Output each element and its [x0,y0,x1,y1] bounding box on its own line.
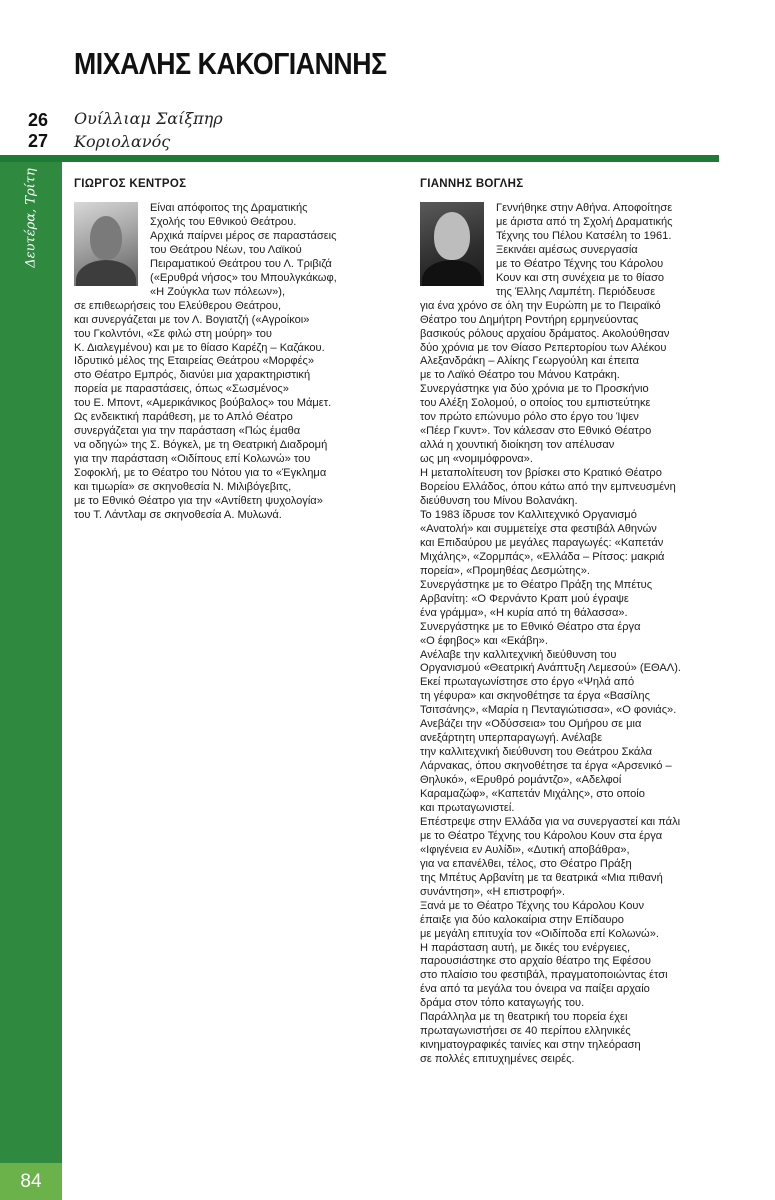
bio-line: Εκεί πρωταγωνίστησε στο έργο «Ψηλά από [420,676,635,689]
bio-line: της Έλλης Λαμπέτη. Περιόδευσε [496,285,656,298]
actor-portrait-voglis [420,202,484,286]
bio-line: ανεξάρτητη υπερπαραγωγή. Ανέλαβε [420,732,603,745]
bio-line: Μιχάλης», «Ζορμπάς», «Ελλάδα – Ρίτσος: μακριά [420,550,665,563]
bio-line: ένα από τα μεγάλα του όνειρα να παίξει αρχαίο [420,983,650,996]
actor-name: ΓΙΩΡΓΟΣ ΚΕΝΤΡΟΣ [74,178,187,190]
bio-line: πορεία με παραστάσεις, όπως «Σωσμένος» [74,383,289,396]
bio-line: συνεργάζεται για την παράσταση «Πώς έμαθα [74,425,301,438]
bio-line: Κ. Διαλεγμένου) και με το θίασο Καρέζη – Καζάκου. [74,341,325,354]
bio-line: του Γκολντόνι, «Σε φιλώ στη μούρη» του [74,327,272,340]
bio-line: Αρβανίτη: «Ο Φερνάντο Κραπ μού έγραψε [420,592,629,605]
bio-line: δράμα στον τόπο καταγωγής του. [420,997,585,1010]
bio-line: αλλά η χουντική διοίκηση τον απέλυσαν [420,439,615,452]
bio-line: Συνεργάστηκε με το Εθνικό Θέατρο στα έργα [420,620,641,633]
bio-line: ως μη «νομιμόφρονα». [420,453,533,466]
bio-line: τον πρώτο επώνυμο ρόλο στο έργο του Ίψεν [420,411,639,424]
bio-line: Βορείου Ελλάδος, όπου κάτω από την εμπνευσμένη [420,481,676,494]
bio-line: στο Θέατρο Εμπρός, διανύει μια χαρακτηριστική [74,369,311,382]
bio-line: Τέχνης του Πέλου Κατσέλη το 1961. [496,229,672,242]
bio-line: Τσιτσάνης», «Μαρία η Πενταγιώτισσα», «Ο φονιάς». [420,704,677,717]
bio-line: Η παράσταση αυτή, με δικές του ενέργειες, [420,941,631,954]
portrait-head-shape [434,212,470,260]
bio-line: και Επιδαύρου με μεγάλες παραγωγές: «Καπετάν [420,536,664,549]
bio-line: σε πολλές επιτυχημένες σειρές. [420,1053,575,1066]
bio-line: με το Θέατρο Τέχνης του Κάρολου Κουν στα έργα [420,829,663,842]
bio-line: Αρχικά παίρνει μέρος σε παραστάσεις [150,229,337,242]
actor-column-right [420,178,720,1067]
bio-line: συνάντηση», «Η επιστροφή». [420,885,565,898]
bio-line: να οδηγώ» της Σ. Βόγκελ, με τη Θεατρική Διαδρομή [74,439,328,452]
portrait-shoulders-shape [76,260,136,286]
portrait-head-shape [90,216,122,260]
bio-line: Καραμαζώφ», «Καπετάν Μιχάλης», στο οποίο [420,788,645,801]
actor-bio [420,202,720,1067]
bio-line: του Θεάτρου Νέων, του Λαϊκού [150,243,302,256]
bio-line: του Τ. Λάντλαμ σε σκηνοθεσία Α. Μυλωνά. [74,508,282,521]
bio-line: («Ερυθρά νήσος» του Μπουλγκάκωφ, [150,271,337,284]
date-first: 26 [28,110,49,130]
bio-line: «Πέερ Γκυντ». Τον κάλεσαν στο Εθνικό Θέατρο [420,425,652,438]
bio-line: με μεγάλη επιτυχία τον «Οιδίποδα επί Κολωνώ». [420,927,659,940]
portrait-shoulders-shape [422,260,482,286]
bio-line: «Ο έφηβος» και «Εκάβη». [420,634,548,647]
bio-line: του Ε. Μποντ, «Αμερικάνικος βούβαλος» του Μάμετ. [74,397,332,410]
bio-line: Συνεργάστηκε για δύο χρόνια με το Προσκήνιο [420,383,649,396]
date-second: 27 [28,131,49,151]
play-author: Ουίλλιαμ Σαίξπηρ [74,109,223,128]
bio-line: «Η Ζούγκλα των πόλεων»), [150,285,286,298]
bio-line: Σχολής του Εθνικού Θεάτρου. [150,215,297,228]
bio-line: κινηματογραφικές ταινίες και στην τηλεόραση [420,1039,641,1052]
bio-line: έπαιξε για δύο καλοκαίρια στην Επίδαυρο [420,913,624,926]
bio-line: διεύθυνση του Μίνου Βολανάκη. [420,495,578,508]
bio-line: Θέατρο του Δημήτρη Ροντήρη ερμηνεύοντας [420,313,639,326]
bio-line: Ως ενδεικτική παράθεση, με το Απλό Θέατρο [74,411,293,424]
bio-line: πρωταγωνιστήσει σε 40 περίπου ελληνικές [420,1025,631,1038]
bio-line: Αλεξανδράκη – Αλίκης Γεωργούλη και έπειτα [420,355,640,368]
bio-line: Παράλληλα με τη θεατρική του πορεία έχει [420,1011,628,1024]
bio-line: για την παράσταση «Οιδίπους επί Κολωνώ» του [74,453,311,466]
bio-line: στο πλαίσιο του φεστιβάλ, πραγματοποιώντας έτσι [420,969,668,982]
bio-line: Ξεκινάει αμέσως συνεργασία [496,243,638,256]
bio-line: Είναι απόφοιτος της Δραματικής [150,202,308,214]
bio-line: Ανέλαβε την καλλιτεχνική διεύθυνση του [420,648,617,661]
play-title: Κοριολανός [74,132,171,151]
bio-line: για ένα χρόνο σε όλη την Ευρώπη με το Πειραϊκό [420,299,661,312]
bio-line: σε επιθεωρήσεις του Ελεύθερου Θεάτρου, [74,299,282,312]
bio-line: για να επανέλθει, τέλος, στο Θέατρο Πράξη [420,857,632,870]
day-label: Δευτέρα, Τρίτη [23,168,39,268]
bio-line: με το Λαϊκό Θέατρο του Μάνου Κατράκη. [420,369,620,382]
bio-line: Κουν και στη συνέχεια με το θίασο [496,271,665,284]
bio-line: βασικούς ρόλους αρχαίου δράματος. Ακολούθησαν [420,327,670,340]
bio-line: και συνεργάζεται με τον Λ. Βογιατζή («Αγροίκοι» [74,313,310,326]
bio-line: Σοφοκλή, με το Θέατρο του Νότου για το «Έγκλημα [74,467,327,480]
actor-name: ΓΙΑΝΝΗΣ ΒΟΓΛΗΣ [420,178,524,190]
bio-line: με το Εθνικό Θέατρο για την «Αντίθετη ψυχολογία» [74,495,323,508]
bio-line: Γεννήθηκε στην Αθήνα. Αποφοίτησε [496,202,673,214]
page-number: 84 [0,1163,62,1200]
bio-line: Συνεργάστηκε με το Θέατρο Πράξη της Μπέτυς [420,578,653,591]
bio-line: Ιδρυτικό μέλος της Εταιρείας Θεάτρου «Μορφές» [74,355,315,368]
bio-line: «Ανατολή» και συμμετείχε στα φεστιβάλ Αθηνών [420,522,657,535]
bio-line: Λάρνακας, όπου σκηνοθέτησε τα έργα «Αρσενικό – [420,760,672,773]
bio-line: με το Θέατρο Τέχνης του Κάρολου [496,257,664,270]
page-title: ΜΙΧΑΛΗΣ ΚΑΚΟΓΙΑΝΝΗΣ [74,46,387,81]
bio-line: δύο χρόνια με τον Θίασο Ρεπερτορίου των Αλέκου [420,341,667,354]
bio-line: πορεία», «Προμηθέας Δεσμώτης». [420,564,590,577]
bio-line: τη γέφυρα» και σκηνοθέτησε τα έργα «Βασίλης [420,690,650,703]
bio-line: της Μπέτυς Αρβανίτη με τα θεατρικά «Μια πιθανή [420,871,663,884]
bio-line: και τιμωρία» σε σκηνοθεσία Ν. Μιλιβόγεβιτς, [74,481,292,494]
header-divider [0,155,719,162]
bio-line: Ξανά με το Θέατρο Τέχνης του Κάρολου Κουν [420,899,645,912]
actor-column-left [74,178,376,523]
green-sidebar [0,104,62,1200]
bio-line: Επέστρεψε στην Ελλάδα για να συνεργαστεί και πάλι [420,815,681,828]
bio-line: Πειραματικού Θεάτρου του Λ. Τριβιζά [150,257,332,270]
date-box [0,104,62,156]
bio-line: την καλλιτεχνική διεύθυνση του Θεάτρου Σκάλα [420,746,653,759]
bio-line: παρουσιάστηκε στο αρχαίο θέατρο της Εφέσου [420,955,651,968]
bio-line: του Αλέξη Σολομού, ο οποίος του εμπιστεύτηκε [420,397,651,410]
bio-line: Το 1983 ίδρυσε τον Καλλιτεχνικό Οργανισμό [420,508,637,521]
actor-portrait-kentros [74,202,138,286]
bio-line: και πρωταγωνιστεί. [420,801,515,814]
bio-line: Θηλυκό», «Ερυθρό ρομάντζο», «Αδελφοί [420,774,622,787]
bio-line: Οργανισμού «Θεατρική Ανάπτυξη Λεμεσού» (ΕΘΑΛ). [420,662,681,675]
bio-line: με άριστα από τη Σχολή Δραματικής [496,215,673,228]
bio-line: «Ιφιγένεια εν Αυλίδι», «Δυτική αποβάθρα», [420,843,630,856]
bio-line: Η μεταπολίτευση τον βρίσκει στο Κρατικό Θέατρο [420,467,662,480]
bio-line: Ανεβάζει την «Οδύσσεια» του Ομήρου σε μια [420,718,642,731]
bio-line: ένα γράμμα», «Η κυρία από τη θάλασσα». [420,606,628,619]
